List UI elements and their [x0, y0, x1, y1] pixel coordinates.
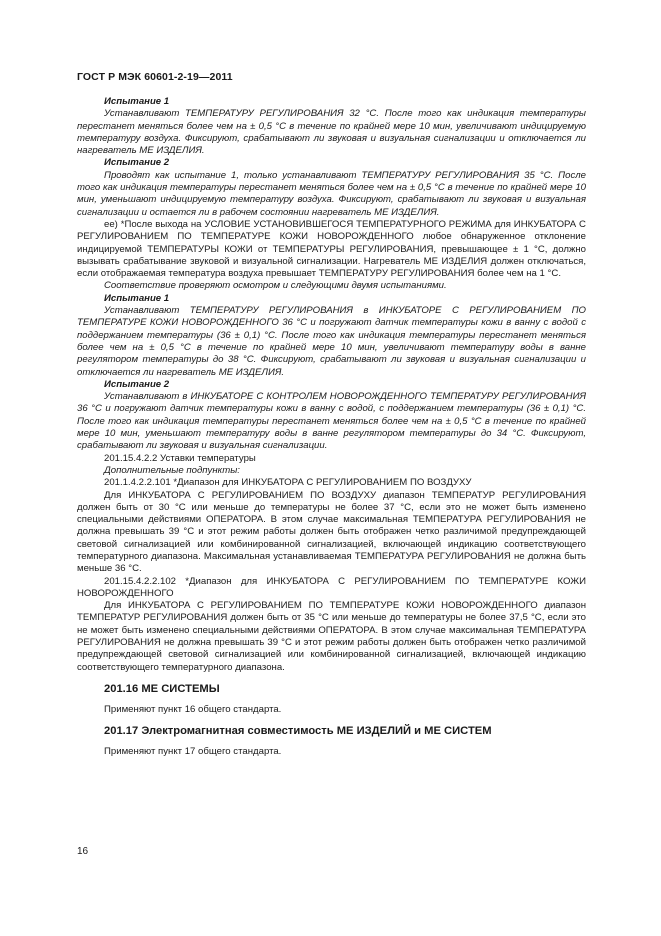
test-4-label: Испытание 2 — [104, 378, 170, 390]
test-3-text: Устанавливают ТЕМПЕРАТУРУ РЕГУЛИРОВАНИЯ в ИНКУБАТОРЕ С РЕГУЛИРОВАНИЕМ ПО ТЕМПЕРАТУРЕ КОЖИ НОВОРОЖДЕННОГО 36 °С и погружают датчик температуры кожи в ванну с водой с поддержанием температуры (36 ± 0,1) °С. После того как индикация температуры перестанет меняться более чем на ± 0,5 °С в течение по крайней мере 10 мин, увеличивают температуру воды в ванне регулятором температуры до 38 °С. Фиксируют, срабатывают ли звуковая и визуальная сигнализации и отключается ли нагреватель МЕ ИЗДЕЛИЯ. — [77, 305, 586, 378]
test-3-label: Испытание 1 — [104, 292, 170, 304]
test-1-text: Устанавливают ТЕМПЕРАТУРУ РЕГУЛИРОВАНИЯ 32 °С. После того как индикация температуры перестанет меняться более чем на ± 0,5 °С в течение по крайней мере 10 мин, увеличивают индицируемую температуру воздуха. Фиксируют, срабатывают ли звуковая и визуальная сигнализации и отключается ли нагреватель МЕ ИЗДЕЛИЯ. — [77, 108, 586, 157]
additional-subclauses: Дополнительные подпункты: — [104, 464, 240, 476]
subclause-101-text: Для ИНКУБАТОРА С РЕГУЛИРОВАНИЕМ ПО ВОЗДУХУ диапазон ТЕМПЕРАТУР РЕГУЛИРОВАНИЯ должен быть от 30 °С или меньше до температуры не более 37 °С, если это не может быть изменено специальными действиями ОПЕРАТОРА. В этом случае максимальная ТЕМПЕРАТУРА РЕГУЛИРОВАНИЯ не должна превышать 39 °С и этот режим работы должен быть отображен четко различимой предупреждающей световой сигнализацией или комбинированной сигнализацией, включающей индикацию соответствующего температурного диапазона. Максимальная устанавливаемая ТЕМПЕРАТУРА РЕГУЛИРОВАНИЯ не должна быть меньше 36 °С. — [77, 489, 586, 575]
section-heading-17: 201.17 Электромагнитная совместимость МЕ ИЗДЕЛИЙ и МЕ СИСТЕМ — [104, 725, 492, 738]
section-16-text: Применяют пункт 16 общего стандарта. — [104, 703, 282, 715]
document-header: ГОСТ Р МЭК 60601-2-19—2011 — [77, 71, 233, 83]
item-ee-text: ее) *После выхода на УСЛОВИЕ УСТАНОВИВШЕГОСЯ ТЕМПЕРАТУРНОГО РЕЖИМА для ИНКУБАТОРА С РЕГУЛИРОВАНИЕМ ПО ТЕМПЕРАТУРЕ КОЖИ НОВОРОЖДЕННОГО любое обнаруженное отклонение индицируемой ТЕМПЕРАТУРЫ КОЖИ от ТЕМПЕРАТУРЫ РЕГУЛИРОВАНИЯ, превышающее ± 1 °С, должно вызывать срабатывание звуковой и визуальной сигнализации. Нагреватель МЕ ИЗДЕЛИЯ должен отключаться, если отображаемая температура воздуха превышает ТЕМПЕРАТУРУ РЕГУЛИРОВАНИЯ более чем на 1 °С. — [77, 218, 586, 280]
test-2-text: Проводят как испытание 1, только устанавливают ТЕМПЕРАТУРУ РЕГУЛИРОВАНИЯ 35 °С. После того как индикация температуры перестанет меняться более чем на ± 0,5 °С в течение по крайней мере 10 мин, уменьшают индицируемую температуру воздуха. Фиксируют, срабатывают ли звуковая и визуальная сигнализации и остается ли в рабочем состоянии нагреватель МЕ ИЗДЕЛИЯ. — [77, 169, 586, 218]
compliance-text: Соответствие проверяют осмотром и следующими двумя испытаниями. — [104, 280, 447, 292]
subclause-102-text: Для ИНКУБАТОРА С РЕГУЛИРОВАНИЕМ ПО ТЕМПЕРАТУРЕ КОЖИ НОВОРОЖДЕННОГО диапазон ТЕМПЕРАТУР РЕГУЛИРОВАНИЯ должен быть от 35 °С или меньше до температуры не более 37,5 °С, если это не может быть изменено специальными действиями ОПЕРАТОРА. В этом случае максимальная ТЕМПЕРАТУРА РЕГУЛИРОВАНИЯ не должна превышать 39 °С и этот режим работы должен быть отображен четко различимой предупреждающей световой сигнализацией или комбинированной сигнализацией, включающей индикацию соответствующего температурного диапазона. — [77, 600, 586, 673]
page-number: 16 — [77, 846, 89, 857]
test-4-text: Устанавливают в ИНКУБАТОРЕ С КОНТРОЛЕМ НОВОРОЖДЕННОГО ТЕМПЕРАТУРУ РЕГУЛИРОВАНИЯ 36 °С и погружают датчик температуры кожи в ванну с водой, с поддержанием температуры (36 ± 0,1) °С. После того как индикация температуры перестанет меняться более чем на ± 0,5 °С в течение по крайней мере 10 мин, уменьшают температуру воды в ванне регулятором температуры до 34 °С. Фиксируют, срабатывают ли звуковая и визуальная сигнализации. — [77, 391, 586, 452]
section-heading-16: 201.16 МЕ СИСТЕМЫ — [104, 682, 220, 695]
section-17-text: Применяют пункт 17 общего стандарта. — [104, 746, 282, 758]
test-2-label: Испытание 2 — [104, 157, 170, 169]
subclause-4-2-2: 201.15.4.2.2 Уставки температуры — [104, 452, 256, 464]
test-1-label: Испытание 1 — [104, 96, 170, 107]
document-body — [77, 96, 586, 759]
subclause-101-title: 201.1.4.2.2.101 *Диапазон для ИНКУБАТОРА С РЕГУЛИРОВАНИЕМ ПО ВОЗДУХУ — [104, 477, 472, 489]
subclause-102-title: 201.15.4.2.2.102 *Диапазон для ИНКУБАТОРА С РЕГУЛИРОВАНИЕМ ПО ТЕМПЕРАТУРЕ КОЖИ НОВОРОЖДЕННОГО — [77, 575, 586, 599]
